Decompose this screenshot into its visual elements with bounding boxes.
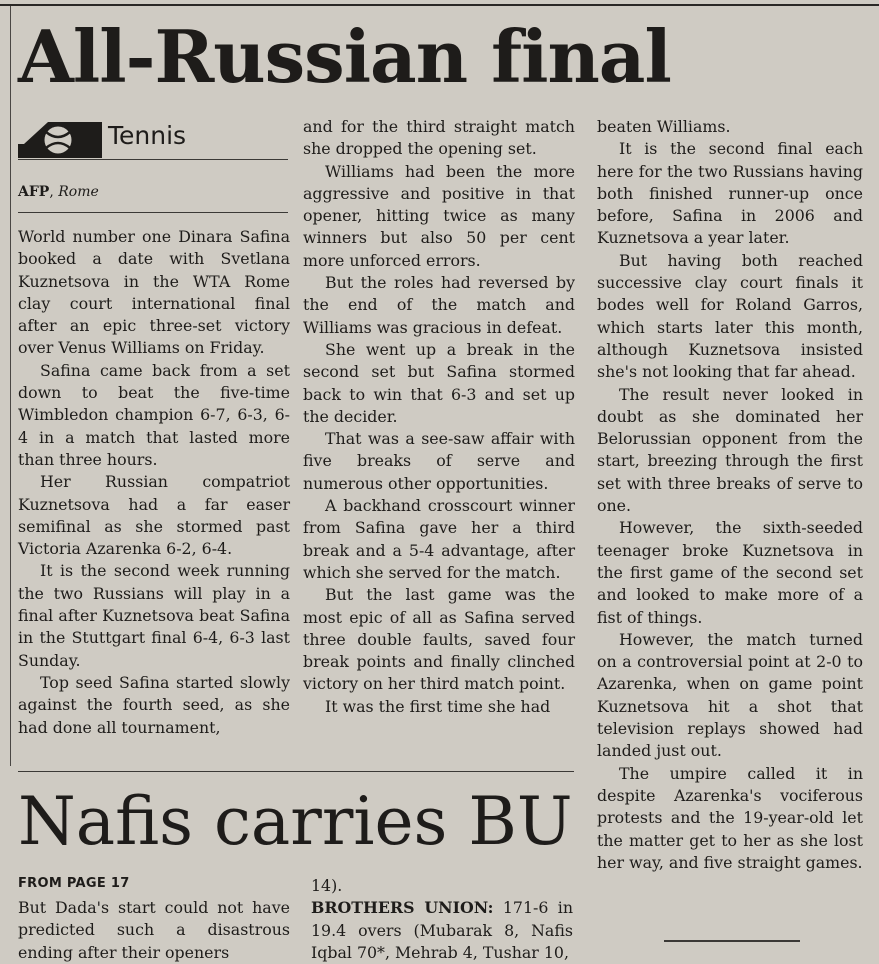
top-rule	[0, 4, 879, 6]
paragraph: Top seed Safina started slowly against the fourth seed, as she had done all tournament,	[18, 672, 290, 737]
paragraph: But Dada's start could not have predicted such a disastrous ending after their openers	[18, 898, 290, 962]
article1-column-2	[303, 116, 575, 718]
paragraph: Williams had been the more aggressive and positive in that opener, hitting twice as many winners but also 50 per cent more unforced errors.	[303, 161, 575, 270]
article1-column-1	[18, 226, 290, 739]
paragraph: But having both reached successive clay court finals it bodes well for Roland Garros, which starts later this month, although Kuznetsova insisted she's not looking that far ahead.	[597, 250, 863, 382]
byline: AFP, Rome	[18, 184, 99, 200]
byline-source: AFP	[18, 184, 50, 200]
byline-rule	[18, 212, 288, 213]
tennis-ball-logo-icon	[18, 118, 102, 158]
paragraph: But the roles had reversed by the end of the match and Williams was gracious in defeat.	[303, 273, 575, 337]
article-divider	[18, 771, 574, 772]
paragraph: Her Russian compatriot Kuznetsova had a far easer semifinal as she stormed past Victoria Azarenka 6-2, 6-4.	[18, 472, 290, 559]
article-end-rule	[664, 940, 800, 942]
headline-nafis-carries-bu: Nafis carries BU	[18, 783, 573, 860]
section-underline	[18, 159, 288, 160]
paragraph: Safina came back from a set down to beat the five-time Wimbledon champion 6-7, 6-3, 6-4 in a match that lasted more than three hours.	[18, 360, 290, 469]
paragraph: 14).	[311, 876, 343, 895]
section-tag	[18, 116, 288, 160]
article1-column-3	[597, 116, 863, 874]
left-column-rule	[10, 6, 11, 766]
paragraph: However, the sixth-seeded teenager broke Kuznetsova in the first game of the second set and looked to make more of a fist of things.	[597, 518, 863, 627]
article2-column-2	[311, 875, 573, 964]
paragraph: But the last game was the most epic of all as Safina served three double faults, saved four break points and finally clinched victory on her third match point.	[303, 585, 575, 694]
scorecard-paragraph	[311, 897, 573, 964]
paragraph: World number one Dinara Safina booked a date with Svetlana Kuznetsova in the WTA Rome clay court international final after an epic three-set victory over Venus Williams on Friday.	[18, 227, 290, 358]
article2-column-1	[18, 897, 290, 964]
section-label: Tennis	[108, 121, 187, 150]
paragraph: The result never looked in doubt as she dominated her Belorussian opponent from the start, breezing through the first set with three breaks of serve to one.	[597, 384, 863, 516]
paragraph: She went up a break in the second set but Safina stormed back to win that 6-3 and set up the decider.	[303, 339, 575, 426]
paragraph: That was a see-saw affair with five breaks of serve and numerous other opportunities.	[303, 429, 575, 493]
paragraph: A backhand crosscourt winner from Safina gave her a third break and a 5-4 advantage, after which she served for the match.	[303, 496, 575, 582]
byline-place: Rome	[58, 184, 99, 200]
paragraph: and for the third straight match she dropped the opening set.	[303, 117, 575, 159]
paragraph: The umpire called it in despite Azarenka's vociferous protests and the 19-year-old let the matter get to her as she lost her way, and five straight games.	[597, 763, 863, 872]
paragraph: beaten Williams.	[597, 117, 731, 136]
paragraph: It was the first time she had	[325, 696, 551, 716]
team-name: BROTHERS UNION:	[311, 898, 494, 918]
paragraph: However, the match turned on a controversial point at 2-0 to Azarenka, when on game point Kuznetsova hit a shot that television replays showed had landed just out.	[597, 629, 863, 761]
headline-all-russian-final: All-Russian final	[18, 14, 671, 99]
from-page-label: FROM PAGE 17	[18, 876, 130, 891]
scorecard-text: 171-6 in 19.4 overs (Mubarak 8, Nafis Iqbal 70*, Mehrab 4, Tushar 10,	[311, 898, 574, 962]
paragraph: It is the second week running the two Russians will play in a final after Kuznetsova beat Safina in the Stuttgart final 6-4, 6-3 last Sunday.	[18, 561, 290, 670]
paragraph: It is the second final each here for the two Russians having both finished runner-up once before, Safina in 2006 and Kuznetsova a year later.	[597, 139, 863, 248]
